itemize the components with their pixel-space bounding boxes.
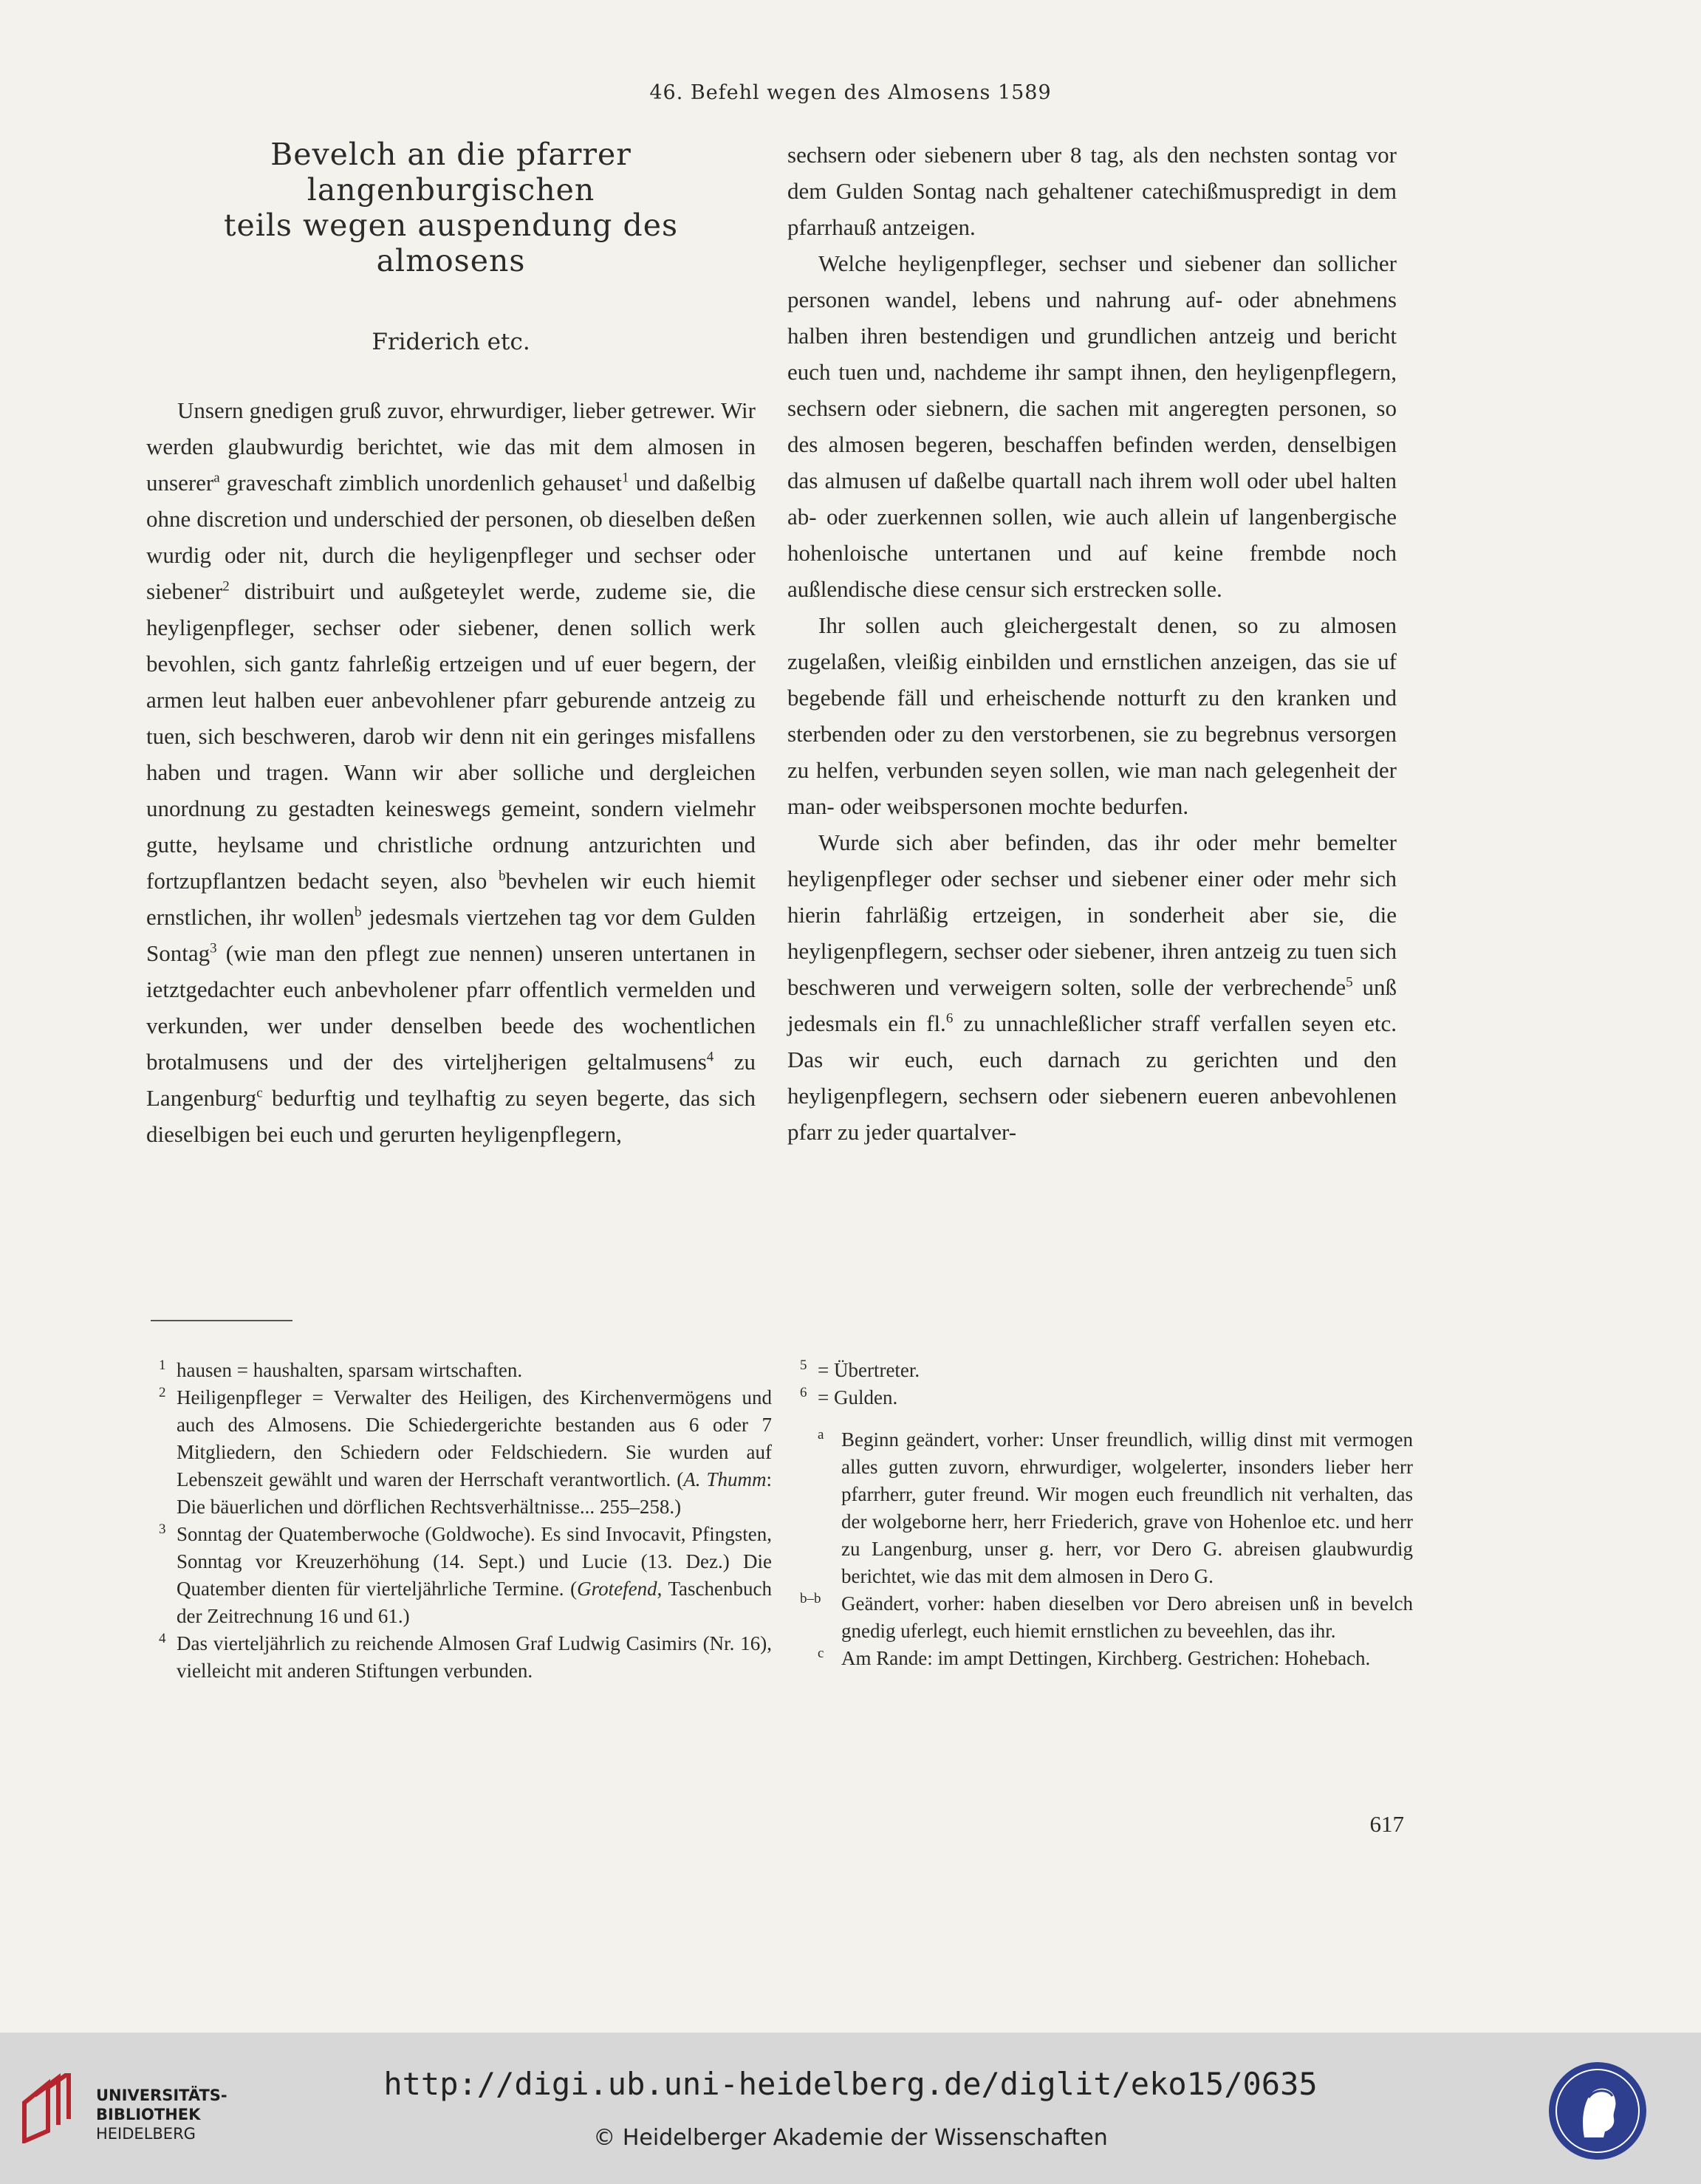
copyright-notice: © Heidelberger Akademie der Wissenschaften bbox=[593, 2125, 1108, 2151]
text-run: jedesmals viertzehen tag vor dem Gulden Sontag bbox=[146, 904, 756, 966]
permalink-url[interactable]: http://digi.ub.uni-heidelberg.de/diglit/eko15/0635 bbox=[383, 2066, 1318, 2102]
text-run: zu Langenburg bbox=[146, 1049, 756, 1111]
footnote-ref: 5 bbox=[1346, 974, 1353, 990]
footnote-ref: 6 bbox=[945, 1010, 954, 1027]
footnote: 2 Heiligenpfleger = Verwalter des Heiligen, des Kirchenvermögens und auch des Almosens. Die Schiedergerichte bestanden aus 6 oder 7 Mitgliedern, den Schiedern oder Feldschiedern. Sie wurden auf Lebenszeit gewählt und waren der Herrschaft verantwortlich. (A. Thumm: Die bäuerlichen und dörflichen Rechtsverhältnisse... 255–258.) bbox=[159, 1385, 772, 1518]
footnote-ref: 1 bbox=[622, 470, 629, 486]
page-number: 617 bbox=[1369, 1811, 1404, 1837]
footnote-ref: 3 bbox=[210, 940, 217, 956]
critical-mark: c bbox=[256, 1085, 263, 1101]
critical-note: b–b Geändert, vorher: haben dieselben vor Dero abreisen unß in bevelch gnedig uferlegt, euch hiemit ernstlichen zu beveehlen, das ihr. bbox=[800, 1591, 1413, 1642]
logo-line: UNIVERSITÄTS- bbox=[96, 2087, 227, 2104]
critical-note-text: Geändert, vorher: haben dieselben vor Dero abreisen unß in bevelch gnedig uferlegt, euch hiemit ernstlichen zu beveehlen, das ihr. bbox=[841, 1592, 1413, 1642]
text-run: bedurftig und teylhaftig zu seyen begerte, das sich dieselbigen bei euch und gerurten heyligenpflegern, bbox=[146, 1085, 756, 1147]
text-run: bevhelen wir euch hiemit ernstlichen, ihr wollen bbox=[146, 868, 756, 930]
footnote-text: hausen = haushalten, sparsam wirtschaften. bbox=[177, 1359, 523, 1381]
footnote: 6 = Gulden. bbox=[800, 1385, 898, 1408]
text-run: Wurde sich aber befinden, das ihr oder mehr bemelter heyligenpfleger oder sechser und siebener einer oder mehr sich hierin fahrläßig ertzeigen, in sonderheit aber sie, die heyligenpflegern, sechser oder siebener, ihren antzeig zu tuen sich beschweren und verweigern solten, solle der verbrechende bbox=[787, 829, 1397, 1000]
document-title bbox=[146, 137, 756, 278]
critical-note-text: Beginn geändert, vorher: Unser freundlich, willig dinst mit vermogen alles gutten zuvorn, ehrwurdiger, wolgelerter, insonders lieber herr pfarrherr, guter freund. Wir mogen euch freundlich nit verhalten, das der wolgeborne herr, herr Friederich, grave von Hohenloe etc. und herr zu Langenburg, unser g. herr, vor Dero G. abreisen glaubwurdig berichtet, wie das mit dem almosen in Dero G. bbox=[841, 1428, 1413, 1587]
footnote-ref: 2 bbox=[222, 578, 230, 595]
text-run: zu unnachleßlicher straff verfallen seyen etc. Das wir euch, euch darnach zu gerichten und den heyligenpflegern, sechsern oder siebenern eueren anbevohlenen pfarr zu jeder quartalver- bbox=[787, 1010, 1397, 1145]
footnotes-right bbox=[800, 1357, 1413, 1672]
footnote-italic: A. Thumm bbox=[683, 1468, 767, 1490]
footnote-italic: Grotefend bbox=[577, 1578, 657, 1600]
footnote-text: Sonntag der Quatemberwoche (Goldwoche). Es sind Invocavit, Pfingsten, Sonntag vor Kreuzerhöhung (14. Sept.) und Lucie (13. Dez.) Die Quatember dienten für vierteljährliche Termine. ( bbox=[177, 1523, 772, 1600]
right-body-paragraph-1: sechsern oder siebenern uber 8 tag, als den nechsten sontag vor dem Gulden Sontag nach gehaltener catechißmuspredigt in dem pfarrhauß antzeigen. bbox=[787, 142, 1397, 240]
left-column bbox=[146, 137, 756, 1152]
logo-line: HEIDELBERG bbox=[96, 2125, 196, 2143]
footer-bar bbox=[0, 2033, 1701, 2184]
critical-mark: a bbox=[213, 470, 220, 486]
text-run: distribuirt und außgeteylet werde, zudeme sie, die heyligenpfleger, sechser oder siebener, denen sollich werk bevohlen, sich gantz fahrleßig ertzeigen und uf euer begern, der armen leut halben euer anbevohlener pfarr geburende antzeig zu tuen, sich beschweren, darob wir denn nit ein geringes misfallens haben und tragen. Wann wir aber solliche und dergleichen unordnung zu gestadten keineswegs gemeint, sondern vielmehr gutte, heylsame und christliche ordnung antzurichten und fortzupflantzen bedacht seyen, also bbox=[146, 578, 756, 894]
critical-mark: b bbox=[355, 904, 362, 920]
footnotes-left bbox=[159, 1357, 772, 1685]
right-body-paragraph-3: Ihr sollen auch gleichergestalt denen, so zu almosen zugelaßen, vleißig einbilden und ernstlichen anzeigen, das sie uf begebende fäll und erheischende notturft zu den kranken und sterbenden oder zu den verstorbenen, sie zu begrebnus versorgen zu helfen, verbunden seyen sollen, wie man nach gelegenheit der man- oder weibspersonen mochte bedurfen. bbox=[787, 612, 1397, 819]
right-column bbox=[787, 137, 1397, 1150]
footnote-text: , Taschenbuch der Zeitrechnung 16 und 61.) bbox=[177, 1578, 772, 1627]
right-body-paragraph-4 bbox=[787, 824, 1397, 1150]
footnote-text: Das vierteljährlich zu reichende Almosen Graf Ludwig Casimirs (Nr. 16), vielleicht mit anderen Stiftungen verbunden. bbox=[177, 1632, 772, 1682]
left-body-paragraph bbox=[146, 392, 756, 1152]
footnote: 3 Sonntag der Quatemberwoche (Goldwoche). Es sind Invocavit, Pfingsten, Sonntag vor Kreuzerhöhung (14. Sept.) und Lucie (13. Dez.) Die Quatember dienten für vierteljährliche Termine. (Grotefend, Taschenbuch der Zeitrechnung 16 und 61.) bbox=[159, 1521, 772, 1627]
critical-note: c Am Rande: im ampt Dettingen, Kirchberg. Gestrichen: Hohebach. bbox=[818, 1646, 1371, 1669]
critical-note: a Beginn geändert, vorher: Unser freundlich, willig dinst mit vermogen alles gutten zuvorn, ehrwurdiger, wolgelerter, insonders lieber herr pfarrherr, guter freund. Wir mogen euch freundlich nit verhalten, das der wolgeborne herr, herr Friederich, grave von Hohenloe etc. und herr zu Langenburg, unser g. herr, vor Dero G. abreisen glaubwurdig berichtet, wie das mit dem almosen in Dero G. bbox=[818, 1427, 1413, 1587]
right-body-paragraph-2: Welche heyligenpfleger, sechser und siebener dan sollicher personen wandel, lebens und nahrung auf- oder abnehmens halben ihren bestendigen und grundlichen antzeig und bericht euch tuen und, nachdeme ihr sampt ihnen, den heyligenpflegern, sechsern oder siebnern, die sachen mit angeregten personen, so des almosen begeren, beschaffen befinden werden, denselbigen das almusen uf daßelbe quartall nach ihrem woll oder ubel halten ab- oder zuerkennen sollen, wie auch allein uf langenbergische hohenloische untertanen und auf keine frembde noch außlendische diese censur sich erstrecken solle. bbox=[787, 250, 1397, 602]
footnote: 1 hausen = haushalten, sparsam wirtschaften. bbox=[159, 1358, 523, 1381]
running-head: 46. Befehl wegen des Almosens 1589 bbox=[649, 81, 1052, 104]
footnote-text: = Übertreter. bbox=[818, 1359, 920, 1381]
logo-line: BIBLIOTHEK bbox=[96, 2106, 201, 2123]
text-run: Unsern gnedigen gruß zuvor, ehrwurdiger, lieber getrewer. Wir werden glaubwurdig berichtet, wie das mit dem almosen in unserer bbox=[146, 397, 756, 496]
academy-seal-icon bbox=[1546, 2059, 1649, 2163]
footnote-text: : Die bäuerlichen und dörflichen Rechtsverhältnisse... 255–258.) bbox=[177, 1468, 772, 1518]
footnote: 5 = Übertreter. bbox=[800, 1358, 920, 1381]
signature-line: Friderich etc. bbox=[372, 329, 530, 355]
title-line-1: Bevelch an die pfarrer langenburgischen bbox=[270, 137, 632, 208]
text-run: graveschaft zimblich unordenlich gehauset bbox=[219, 470, 623, 496]
critical-note-text: Am Rande: im ampt Dettingen, Kirchberg. Gestrichen: Hohebach. bbox=[841, 1647, 1371, 1669]
footnote-text: = Gulden. bbox=[818, 1386, 898, 1408]
footnote: 4 Das vierteljährlich zu reichende Almosen Graf Ludwig Casimirs (Nr. 16), vielleicht mit anderen Stiftungen verbunden. bbox=[159, 1631, 772, 1682]
text-run: (wie man den pflegt zue nennen) unseren untertanen in ietztgedachter euch anbevholener pfarr offentlich vermelden und verkunden, wer under denselben beede des wochentlichen brotalmusens und der des virteljherigen geltalmusens bbox=[146, 940, 756, 1075]
text-run: unß jedesmals ein fl. bbox=[787, 974, 1397, 1036]
critical-mark: b bbox=[499, 868, 506, 884]
footnote-separator bbox=[151, 1320, 292, 1321]
footnote-ref: 4 bbox=[706, 1049, 714, 1065]
title-line-2: teils wegen auspendung des almosens bbox=[223, 208, 679, 278]
footnote-text: Heiligenpfleger = Verwalter des Heiligen, des Kirchenvermögens und auch des Almosens. Die Schiedergerichte bestanden aus 6 oder 7 Mitgliedern, den Schiedern oder Feldschiedern. Sie wurden auf Lebenszeit gewählt und waren der Herrschaft verantwortlich. ( bbox=[177, 1386, 772, 1490]
text-run: und daßelbig ohne discretion und underschied der personen, ob dieselben deßen wurdig oder nit, durch die heyligenpfleger und sechser oder siebener bbox=[146, 470, 756, 604]
